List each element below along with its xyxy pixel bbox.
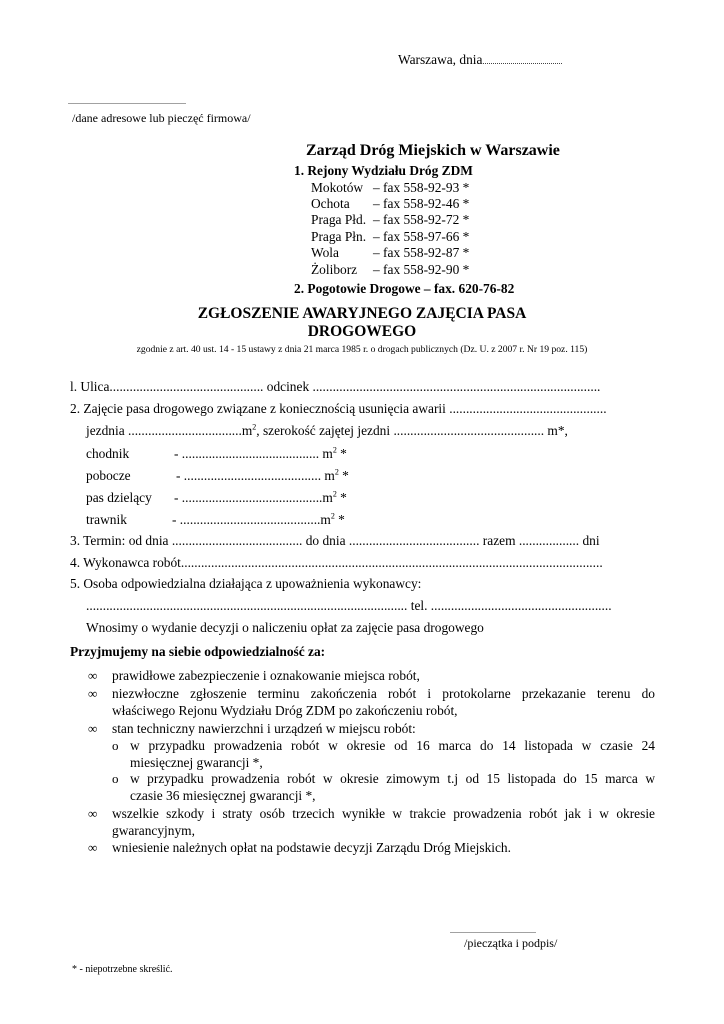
lawn-label: trawnik	[86, 512, 127, 527]
request-text: Wnosimy o wydanie decyzji o naliczeniu opłat za zajęcie pasa drogowego	[86, 620, 484, 635]
section1-heading: 1. Rejony Wydziału Dróg ZDM	[294, 163, 473, 178]
term-field[interactable]: 3. Termin: od dnia ....................................... do dnia ....................................... razem .................. dni	[70, 533, 600, 548]
occupation-field[interactable]: 2. Zajęcie pasa drogowego związane z koniecznością usunięcia awarii ...............................................	[70, 401, 607, 416]
bullet-icon: ∞	[88, 721, 98, 736]
district-fax: – fax 558-92-87 *	[373, 245, 470, 260]
resp-item-4-line2: gwarancyjnym,	[112, 823, 195, 838]
form-title-line2: DROGOWEGO	[307, 323, 417, 340]
lawn-field[interactable]: - $..........................................m^2$ *	[172, 511, 345, 527]
resp-sub-2-line2: czasie 36 miesięcznej gwarancji *,	[130, 788, 316, 803]
shoulder-field[interactable]: - ......................................... $m^2$ *	[176, 467, 349, 483]
footnote: * - niepotrzebne skreślić.	[72, 964, 173, 975]
form-title-line1: ZGŁOSZENIE AWARYJNEGO ZAJĘCIA PASA	[197, 305, 527, 322]
contractor-field[interactable]: 4. Wykonawca robót..............................................................................................................................	[70, 555, 603, 570]
median-label: pas dzielący	[86, 490, 152, 505]
sidewalk-label: chodnik	[86, 446, 130, 461]
street-field[interactable]: l. Ulica.............................................. odcinek ......................................................................................	[70, 379, 601, 394]
sub-bullet-icon: o	[112, 738, 119, 753]
recipient-title: Zarząd Dróg Miejskich w Warszawie	[306, 142, 560, 159]
district-fax: – fax 558-97-66 *	[373, 229, 470, 244]
district-row: Ochota	[311, 196, 350, 211]
median-field[interactable]: - $..........................................m^2$ *	[174, 489, 347, 505]
district-row: Praga Płd.	[311, 212, 367, 227]
resp-sub-2-line1: w przypadku prowadzenia robót w okresie zimowym t.j od 15 listopada do 15 marca w	[130, 771, 655, 786]
resp-item-4-line1: wszelkie szkody i straty osób trzecich wynikłe w trakcie prowadzenia robót jak i w okresie	[112, 806, 655, 821]
resp-item-1: prawidłowe zabezpieczenie i oznakowanie miejsca robót,	[112, 668, 420, 683]
district-row: Wola	[311, 245, 339, 260]
bullet-icon: ∞	[88, 668, 98, 683]
bullet-icon: ∞	[88, 806, 98, 821]
legal-basis: zgodnie z art. 40 ust. 14 - 15 ustawy z dnia 21 marca 1985 r. o drogach publicznych (Dz. U. z 2007 r. Nr 19 poz. 115)	[136, 344, 588, 355]
sidewalk-field[interactable]: - ......................................... $m^2$ *	[174, 445, 347, 461]
responsible-label: 5. Osoba odpowiedzialna działająca z upoważnienia wykonawcy:	[70, 576, 422, 591]
shoulder-label: pobocze	[86, 468, 131, 483]
district-fax: – fax 558-92-90 *	[373, 262, 470, 277]
district-fax: – fax 558-92-93 *	[373, 180, 470, 195]
district-row: Mokotów	[311, 180, 364, 195]
roadway-field[interactable]: jezdnia $..................................m^2$, szerokość zajętej jezdni ............................................. m*,	[86, 422, 568, 438]
date-line	[398, 52, 562, 68]
signature-caption: /pieczątka i podpis/	[464, 936, 558, 950]
sub-bullet-icon: o	[112, 771, 119, 786]
district-row: Praga Płn.	[311, 229, 367, 244]
city-date-label: Warszawa, dnia	[398, 52, 483, 67]
resp-item-3: stan techniczny nawierzchni i urządzeń w miejscu robót:	[112, 721, 416, 736]
district-row: Żoliborz	[311, 262, 358, 277]
district-fax: – fax 558-92-46 *	[373, 196, 470, 211]
resp-item-2-line1: niezwłoczne zgłoszenie terminu zakończenia robót i protokolarne przekazanie terenu do	[112, 686, 655, 701]
bullet-icon: ∞	[88, 686, 98, 701]
date-dots[interactable]: ........................................	[482, 57, 563, 66]
address-caption: /dane adresowe lub pieczęć firmowa/	[72, 111, 251, 125]
address-dots[interactable]: ...........................................................	[68, 97, 186, 106]
section2-heading: 2. Pogotowie Drogowe – fax. 620-76-82	[294, 281, 515, 296]
signature-dots[interactable]: ...........................................	[450, 926, 536, 935]
bullet-icon: ∞	[88, 840, 98, 855]
responsible-field[interactable]: ................................................................................................ tel. ......................................................	[86, 598, 612, 613]
resp-item-5: wniesienie należnych opłat na podstawie decyzji Zarządu Dróg Miejskich.	[112, 840, 511, 855]
resp-sub-1-line1: w przypadku prowadzenia robót w okresie od 16 marca do 14 listopada w czasie 24	[130, 738, 655, 753]
resp-sub-1-line2: miesięcznej gwarancji *,	[130, 755, 263, 770]
resp-item-2-line2: właściwego Rejonu Wydziału Dróg ZDM po zakończeniu robót,	[112, 703, 458, 718]
district-fax: – fax 558-92-72 *	[373, 212, 470, 227]
responsibility-heading: Przyjmujemy na siebie odpowiedzialność za:	[70, 644, 326, 659]
